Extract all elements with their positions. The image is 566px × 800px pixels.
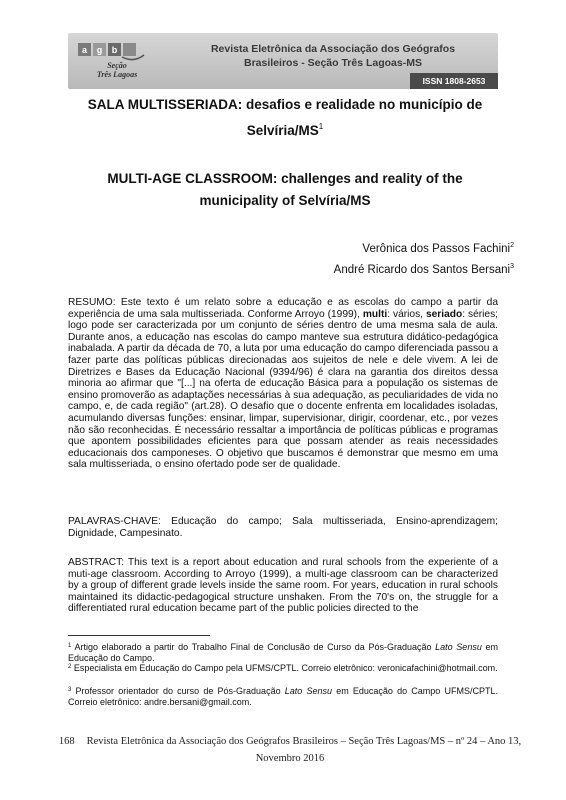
svg-text:g: g <box>96 45 103 55</box>
resumo-paragraph <box>68 297 498 471</box>
footnote-divider <box>68 635 210 636</box>
footnote-3 <box>68 685 498 707</box>
resumo-term-multi: multi <box>362 308 388 320</box>
article-title-en <box>70 168 500 212</box>
footnote-1-number: 1 <box>68 643 72 649</box>
footnote-1-text-end: em Educação do Campo. <box>68 642 498 663</box>
author-2 <box>334 260 514 277</box>
article-title-pt-line1: SALA MULTISSERIADA: desafios e realidade no município de <box>87 97 483 112</box>
footnote-2-number: 2 <box>68 664 72 670</box>
resumo-text-3: : séries; logo pode ser caracterizada por um conjunto de séries dentro de uma mesma sala de aula. Durante anos, a educação nas escolas do campo manteve sua estrutura didático-pedagógica inabalada. A partir da década de 70, a luta por uma educação do campo diferenciada passou a fazer parte das políticas públicas direcionadas aos sujeitos de nele e dele vivem. A lei de Diretrizes e Bases da Educação Nacional (9394/96) é clara na garantia dos direitos dessa minoria ao afirmar que "[...] na oferta de educação Básica para a população os sistemas de ensino promoverão as adaptações necessárias à sua adequação, as peculiaridades de vida no campo, e, de cada região" (art.28). O desafio que o docente enfrenta em localidades isoladas, acumulando diversas funções: ensinar, limpar, supervisionar, dirigir, coordenar, etc., por vezes não são reconhecidas. É necessário ressaltar a importância de políticas públicas e programas que apontem possibilidades eficientes para que possam atender as reais necessidades educacionais dos camponeses. O objetivo que buscamos é demonstrar que mesmo em uma sala multisseriada, o ensino ofertado pode ser de qualidade. <box>68 308 498 471</box>
article-title-en-line1: MULTI-AGE CLASSROOM: challenges and reality of the <box>107 171 463 186</box>
footnote-3-text: Professor orientador do curso de Pós-Graduação <box>71 686 285 696</box>
author-1-name: Verônica dos Passos Fachini <box>362 243 511 255</box>
footnote-1-italic: Lato Sensu <box>435 642 482 652</box>
footnote-ref-1[interactable]: 1 <box>318 122 324 131</box>
logo-caption-line1: Seção <box>107 61 127 70</box>
article-title-en-line2: municipality of Selvíria/MS <box>199 193 371 208</box>
footnote-3-number: 3 <box>68 687 72 693</box>
issn-badge: ISSN 1808-2653 <box>410 73 498 89</box>
svg-text:a: a <box>81 45 88 55</box>
footnote-2-text: Especialista em Educação do Campo pela UFMS/CPTL. Correio eletrônico: veronicafachini@hotmail.com. <box>71 663 498 673</box>
footnote-ref-3[interactable]: 3 <box>510 263 514 270</box>
resumo-term-seriado: seriado <box>425 308 463 320</box>
svg-text:b: b <box>111 45 118 55</box>
resumo-text-2: : vários, <box>387 308 426 320</box>
journal-title-line1: Revista Eletrônica da Associação dos Geógrafos <box>210 43 456 55</box>
journal-header-banner <box>68 33 498 89</box>
resumo-text-1: RESUMO: Este texto é um relato sobre a educação e as escolas do campo a partir da experiência de uma sala multisseriada. Conforme Arroyo (1999), <box>68 297 498 320</box>
footnote-3-text-end: em Educação do Campo UFMS/CPTL. Correio eletrônico: andre.bersani@gmail.com. <box>68 686 498 707</box>
keywords-paragraph: PALAVRAS-CHAVE: Educação do campo; Sala multisseriada, Ensino-aprendizagem; Dignidade, Campesinato. <box>68 516 498 539</box>
footnote-1-text: Artigo elaborado a partir do Trabalho Final de Conclusão de Curso da Pós-Graduação <box>71 642 436 652</box>
footnote-2 <box>68 662 498 674</box>
page-number: 168 <box>58 736 75 747</box>
logo-caption-line2: Três Lagoas <box>96 70 138 79</box>
logo-caption <box>82 61 152 79</box>
article-title-pt <box>70 94 500 142</box>
article-title-pt-line2: Selvíria/MS <box>246 123 319 138</box>
author-2-name: André Ricardo dos Santos Bersani <box>333 264 511 276</box>
abstract-paragraph: ABSTRACT: This text is a report about education and rural schools from the experiente of a muti-age classroom. According to Arroyo (1999), a multi-age classroom can be characterized by a group of different grade levels inside the same room. For years, education in rural schools maintained its didactic-pedagogical structure unshaken. From the 70's on, the struggle for a differentiated rural education became part of the public policies directed to the <box>68 557 498 615</box>
footer-citation-line1: Revista Eletrônica da Associação dos Geógrafos Brasileiros – Seção Três Lagoas/MS – nº 24 – Ano 13, <box>86 736 522 747</box>
journal-title <box>178 42 488 70</box>
footnote-3-italic: Lato Sensu <box>284 686 332 696</box>
journal-title-line2: Brasileiros - Seção Três Lagoas-MS <box>244 57 422 69</box>
footer-citation-line2: Novembro 2016 <box>255 753 325 764</box>
footnote-1 <box>68 641 498 663</box>
footnote-ref-2[interactable]: 2 <box>510 242 514 249</box>
author-1 <box>362 239 514 256</box>
page-footer <box>55 733 525 767</box>
